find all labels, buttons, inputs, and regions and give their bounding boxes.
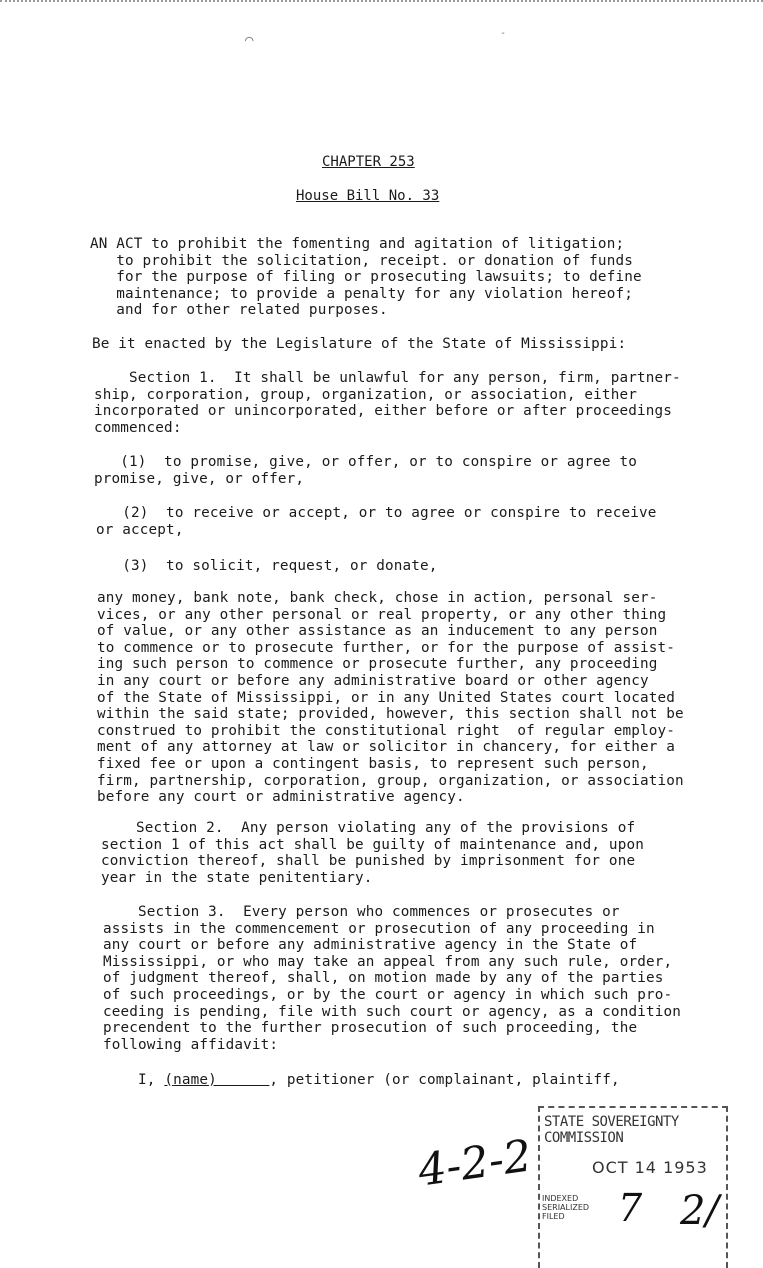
stamp-label-serialized: SERIALIZED <box>542 1203 590 1212</box>
scan-mark: - <box>500 28 507 39</box>
stamp-handwritten-mark: 7 <box>618 1186 643 1230</box>
handwritten-initial: 2/ <box>680 1188 719 1234</box>
received-stamp <box>538 1106 728 1268</box>
affidavit-name-blank: (name) <box>164 1072 270 1088</box>
stamp-heading: STATE SOVEREIGNTY COMMISSION <box>544 1114 679 1146</box>
scan-mark: ⌒ <box>245 32 254 48</box>
affidavit-line <box>103 1072 620 1089</box>
top-border <box>0 0 763 6</box>
section-2: Section 2. Any person violating any of the provisions of section 1 of this act shall be guilty of maintenance and, upon conviction thereof, shall be punished by imprisonment for one year in the state penitentiary. <box>101 820 644 886</box>
stamp-label-filed: FILED <box>542 1212 565 1221</box>
section-3: Section 3. Every person who commences or prosecutes or assists in the commencement or prosecution of any proceeding in any court or before any administrative agency in the State of Mississippi, or who may take an appeal from any such rule, order, of judgment thereof, shall, on motion made by any of the parties of such proceedings, or by the court or agency in which such pro- ceeding is pending, file with such court or agency, as a condition precendent to the further prosecution of such proceeding, the following affidavit: <box>103 904 681 1053</box>
enacting-clause: Be it enacted by the Legislature of the State of Mississippi: <box>92 336 627 352</box>
stamp-label-indexed: INDEXED <box>542 1194 579 1203</box>
section-1: Section 1. It shall be unlawful for any person, firm, partner- ship, corporation, group, organization, or association, either incorporated or unincorporated, either before or after proceedings commenced: <box>94 370 681 436</box>
section-1-item-2: (2) to receive or accept, or to agree or conspire to receive or accept, <box>96 505 657 538</box>
section-1-item-1: (1) to promise, give, or offer, or to conspire or agree to promise, give, or offer, <box>94 454 637 487</box>
bill-heading: House Bill No. 33 <box>296 188 440 204</box>
chapter-heading: CHAPTER 253 <box>322 154 415 170</box>
stamp-date: OCT 14 1953 <box>592 1158 708 1177</box>
section-1-continuation: any money, bank note, bank check, chose in action, personal ser- vices, or any other personal or real property, or any other thing of value, or any other assistance as an inducement to any person to commence or to prosecute further, or for the purpose of assist- ing such person to commence or prosecute further, any proceeding in any court or before any administrative board or other agency of the State of Mississippi, or in any United States court located within the said state; provided, however, this section shall not be construed to prohibit the constitutional right of regular employ- ment of any attorney at law or solicitor in chancery, for either a fixed fee or upon a contingent basis, to represent such person, firm, partnership, corporation, group, organization, or association before any court or administrative agency. <box>97 590 684 806</box>
affidavit-suffix: , petitioner (or complainant, plaintiff, <box>269 1072 620 1088</box>
affidavit-prefix: I, <box>103 1072 165 1088</box>
act-title: AN ACT to prohibit the fomenting and agitation of litigation; to prohibit the solicitation, receipt. or donation of funds for the purpose of filing or prosecuting lawsuits; to define maintenance; to provide a penalty for any violation hereof; and for other related purposes. <box>90 236 642 319</box>
handwritten-number: 4-2-2 <box>415 1130 535 1197</box>
stamp-labels <box>542 1194 589 1221</box>
section-1-item-3: (3) to solicit, request, or donate, <box>96 558 438 574</box>
